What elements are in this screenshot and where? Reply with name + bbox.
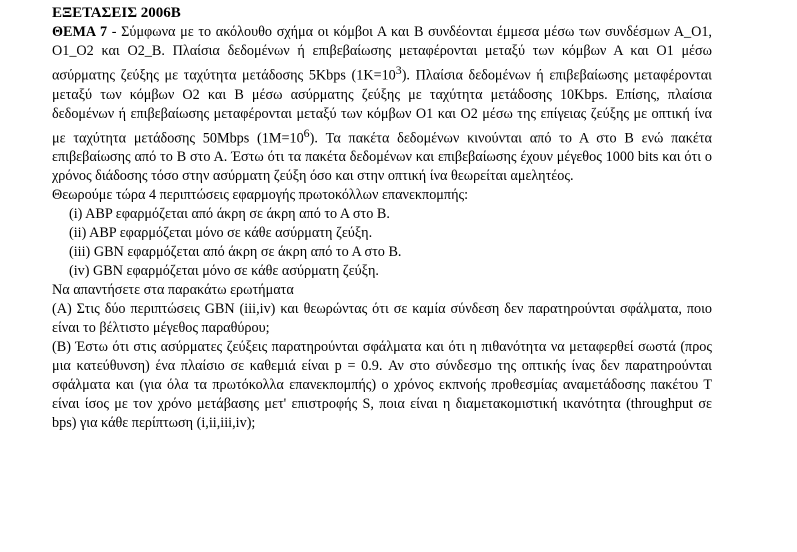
intro-part-3: ). Τα πακέτα δεδομένων κινούνται από το Α στο Β ενώ πακέτα επιβεβαίωσης από το Β στο Α. Έστω ότι τα πακέτα δεδομένων και επιβεβαίωσης έχουν μέγεθος 1000 bits και ότι ο χρόνος διάδοσης τόσο στην ασύρματη ζεύξη όσο και στην οπτική ίνα θεωρείται αμελητέος.: [52, 130, 712, 185]
questions-intro: Να απαντήσετε στα παρακάτω ερωτήματα: [52, 282, 294, 299]
exam-document: [52, 4, 712, 433]
case-item: (iv) GBN εφαρμόζεται μόνο σε κάθε ασύρματη ζεύξη.: [69, 263, 379, 280]
problem-statement: [52, 23, 712, 186]
intro-part-1: - Σύμφωνα με το ακόλουθο σχήμα οι κόμβοι Α και Β συνδέονται έμμεσα μέσω των συνδέσμων Α_Ο1, Ο1_Ο2 και Ο2_Β. Πλαίσια δεδομένων ή επιβεβαίωσης μεταφέρονται μεταξύ των κόμβων Α και Ο1 μέσω ασύρματης ζεύξης με ταχύτητα μετάδοσης 5Kbps (1K=10: [52, 24, 712, 84]
case-item: (iii) GBN εφαρμόζεται από άκρη σε άκρη από το Α στο Β.: [69, 244, 402, 261]
case-item: (i) ABP εφαρμόζεται από άκρη σε άκρη από το Α στο Β.: [69, 206, 390, 223]
question-a: (Α) Στις δύο περιπτώσεις GBN (iii,iv) και θεωρώντας ότι σε καμία σύνδεση δεν παρατηρούνται σφάλματα, ποιο είναι το βέλτιστο μέγεθος παραθύρου;: [52, 301, 712, 337]
question-b: (Β) Έστω ότι στις ασύρματες ζεύξεις παρατηρούνται σφάλματα και ότι η πιθανότητα να μεταφερθεί σωστά (προς μια κατεύθυνση) ένα πλαίσιο σε καθεμιά είναι p = 0.9. Αν στο σύνδεσμο της οπτικής ίνας δεν παρατηρούνται σφάλματα και (για όλα τα πρωτόκολλα επανεκπομπής) ο χρόνος εκπνοής προθεσμίας αναμετάδοσης πακέτου Τ είναι ίσος με τον χρόνο μετάβασης μετ' επιστροφής S, ποια είναι η διαμετακομιστική ικανότητα (throughput σε bps) για κάθε περίπτωση (i,ii,iii,iv);: [52, 339, 712, 432]
cases-intro: Θεωρούμε τώρα 4 περιπτώσεις εφαρμογής πρωτοκόλλων επανεκπομπής:: [52, 187, 469, 204]
case-item: (ii) ABP εφαρμόζεται μόνο σε κάθε ασύρματη ζεύξη.: [69, 225, 373, 242]
exam-title: ΕΞΕΤΑΣΕΙΣ 2006Β: [52, 5, 181, 21]
topic-label: ΘΕΜΑ 7: [52, 24, 108, 40]
intro-part-2: ). Πλαίσια δεδομένων ή επιβεβαίωσης μεταφέρονται μεταξύ των κόμβων Ο2 και Β μέσω ασύρματης ζεύξης με ταχύτητα μετάδοσης 10Kbps. Επίσης, πλαίσια δεδομένων ή επιβεβαίωσης μεταφέρονται μεταξύ των κόμβων Ο1 και Ο2 μέσω της επίγειας ζεύξης με οπτική ίνα με ταχύτητα μετάδοσης 50Mbps (1M=10: [52, 67, 712, 147]
exponent-2: 6: [303, 125, 310, 140]
cases-list: [52, 205, 712, 281]
exponent-1: 3: [395, 63, 402, 77]
